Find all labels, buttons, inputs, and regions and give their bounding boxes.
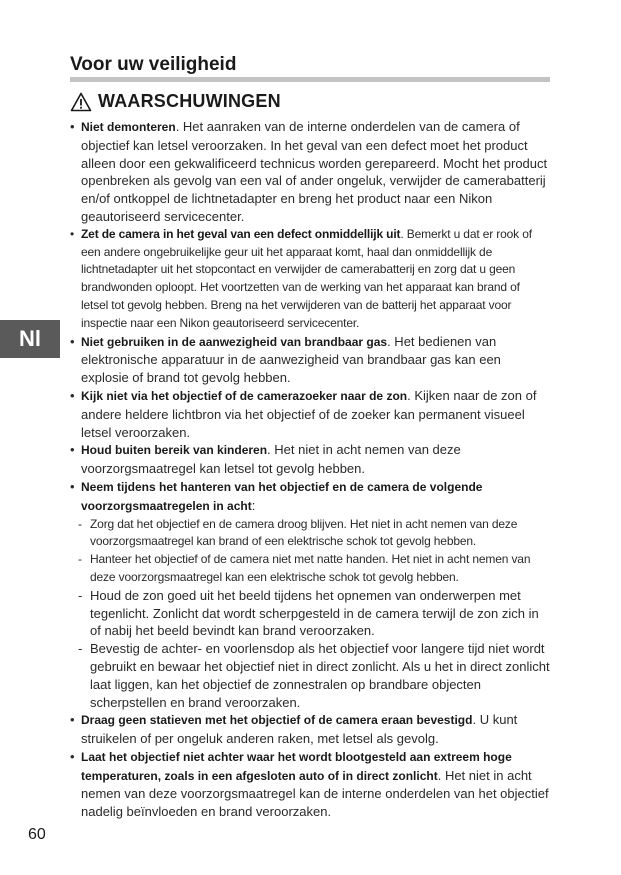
warning-triangle-icon (70, 92, 92, 112)
bullet: • (70, 119, 75, 134)
warning-heading-text: WAARSCHUWINGEN (98, 91, 281, 111)
sub-item-text: Houd de zon goed uit het beeld tijdens het opnemen van onderwerpen met tegenlicht. Zonlicht dat wordt scherpgesteld in de camera terwijl de zon zich in of nabij het beeld bevindt kan brand veroorzaken. (90, 587, 539, 639)
item-bold-lead: Neem tijdens het hanteren van het objectief en de camera de volgende voorzorgsmaatregelen in acht (81, 479, 483, 513)
item-text: . Bemerkt u dat er rook of een andere ongebruikelijke geur uit het apparaat komt, haal dan onmiddellijk de lichtnetadapter uit het stopcontact en verwijder de camerabatterij en zorg dat u geen brandwonden oploopt. Het voortzetten van de werking van het apparaat kan brand of letsel tot gevolg hebben. Breng na het verwijderen van de batterij het apparaat voor inspectie naar een Nikon geautoriseerd servicecenter. (81, 226, 532, 330)
sub-item-text: Hanteer het objectief of de camera niet met natte handen. Het niet in acht nemen van deze voorzorgsmaatregel kan een elektrische schok tot gevolg hebben. (90, 552, 531, 584)
item-text: . Het niet in acht nemen van deze voorzorgsmaatregel kan letsel tot gevolg hebben. (81, 442, 461, 477)
bullet: • (70, 226, 75, 241)
page-title: Voor uw veiligheid (70, 54, 237, 75)
item-text: . Kijken naar de zon of andere heldere lichtbron via het objectief of de zoeker kan permanent visueel letsel veroorzaken. (81, 387, 537, 440)
warning-heading (70, 91, 281, 112)
sub-item-text: Bevestig de achter- en voorlensdop als het objectief voor langere tijd niet wordt gebruikt en bewaar het objectief niet in direct zonlicht. Als u het in direct zonlicht laat liggen, kan het objectief de zonnestralen op brandbare objecten scherpstellen en brand veroorzaken. (90, 641, 550, 710)
item-bold-lead: Zet de camera in het geval van een defect onmiddellijk uit (81, 226, 401, 241)
list-item (70, 711, 550, 748)
item-text: . Het niet in acht nemen van deze voorzorgsmaatregel kan de interne onderdelen van het objectief nadelig beïnvloeden en brand veroorzaken. (81, 767, 549, 820)
language-tab: Nl (0, 320, 60, 358)
list-item (70, 478, 550, 516)
warnings-list (70, 118, 550, 821)
item-bold-lead: Niet demonteren (81, 120, 176, 134)
item-text: . U kunt struikelen of per ongeluk anderen raken, met letsel als gevolg. (81, 712, 518, 747)
item-bold-lead: Laat het objectief niet achter waar het wordt blootgesteld aan extreem hoge temperaturen, zoals in een afgesloten auto of in direct zonlicht (81, 749, 512, 783)
item-bold-lead: Houd buiten bereik van kinderen (81, 443, 268, 458)
list-item (70, 748, 550, 821)
sub-item-text: Zorg dat het objectief en de camera droog blijven. Het niet in acht nemen van deze voorzorgsmaatregel kan brand of een elektrische schok tot gevolg hebben. (90, 516, 518, 549)
item-text: . Het bedienen van elektronische apparatuur in de aanwezigheid van brandbaar gas kan een explosie of brand tot gevolg hebben. (81, 333, 501, 386)
sub-list-item (70, 640, 550, 711)
bullet: • (70, 712, 75, 728)
bullet: • (70, 478, 75, 494)
dash: - (78, 516, 82, 531)
title-underline (70, 77, 550, 82)
bullet: • (70, 442, 75, 458)
item-bold-lead: Niet gebruiken in de aanwezigheid van brandbaar gas (81, 334, 388, 349)
item-bold-lead: Draag geen statieven met het objectief of de camera eraan bevestigd (81, 713, 473, 728)
list-item (70, 333, 550, 387)
sub-list (70, 516, 550, 712)
sub-list-item (70, 551, 550, 587)
item-text: : (251, 497, 256, 513)
list-item (70, 441, 550, 478)
bullet: • (70, 748, 75, 764)
list-item (70, 226, 550, 333)
page-number: 60 (28, 826, 46, 843)
item-bold-lead: Kijk niet via het objectief of de camerazoeker naar de zon (81, 388, 408, 403)
title-block (70, 54, 550, 82)
list-item (70, 118, 550, 226)
dash: - (78, 587, 83, 603)
item-text: . Het aanraken van de interne onderdelen van de camera of objectief kan letsel veroorzaken. In het geval van een defect moet het product alleen door een gekwalificeerd technicus worden gerepareerd. Mocht het product openbreken als gevolg van een val of ander ongeluk, verwijder de camerabatterij en/of ontkoppel de lichtnetadapter en breng het product naar een Nikon geautoriseerd servicecenter. (81, 119, 548, 224)
sub-list-item (70, 516, 550, 552)
dash: - (78, 552, 82, 567)
list-item (70, 387, 550, 441)
dash: - (78, 641, 83, 657)
bullet: • (70, 333, 75, 349)
bullet: • (70, 387, 75, 403)
sub-list-item (70, 587, 550, 640)
